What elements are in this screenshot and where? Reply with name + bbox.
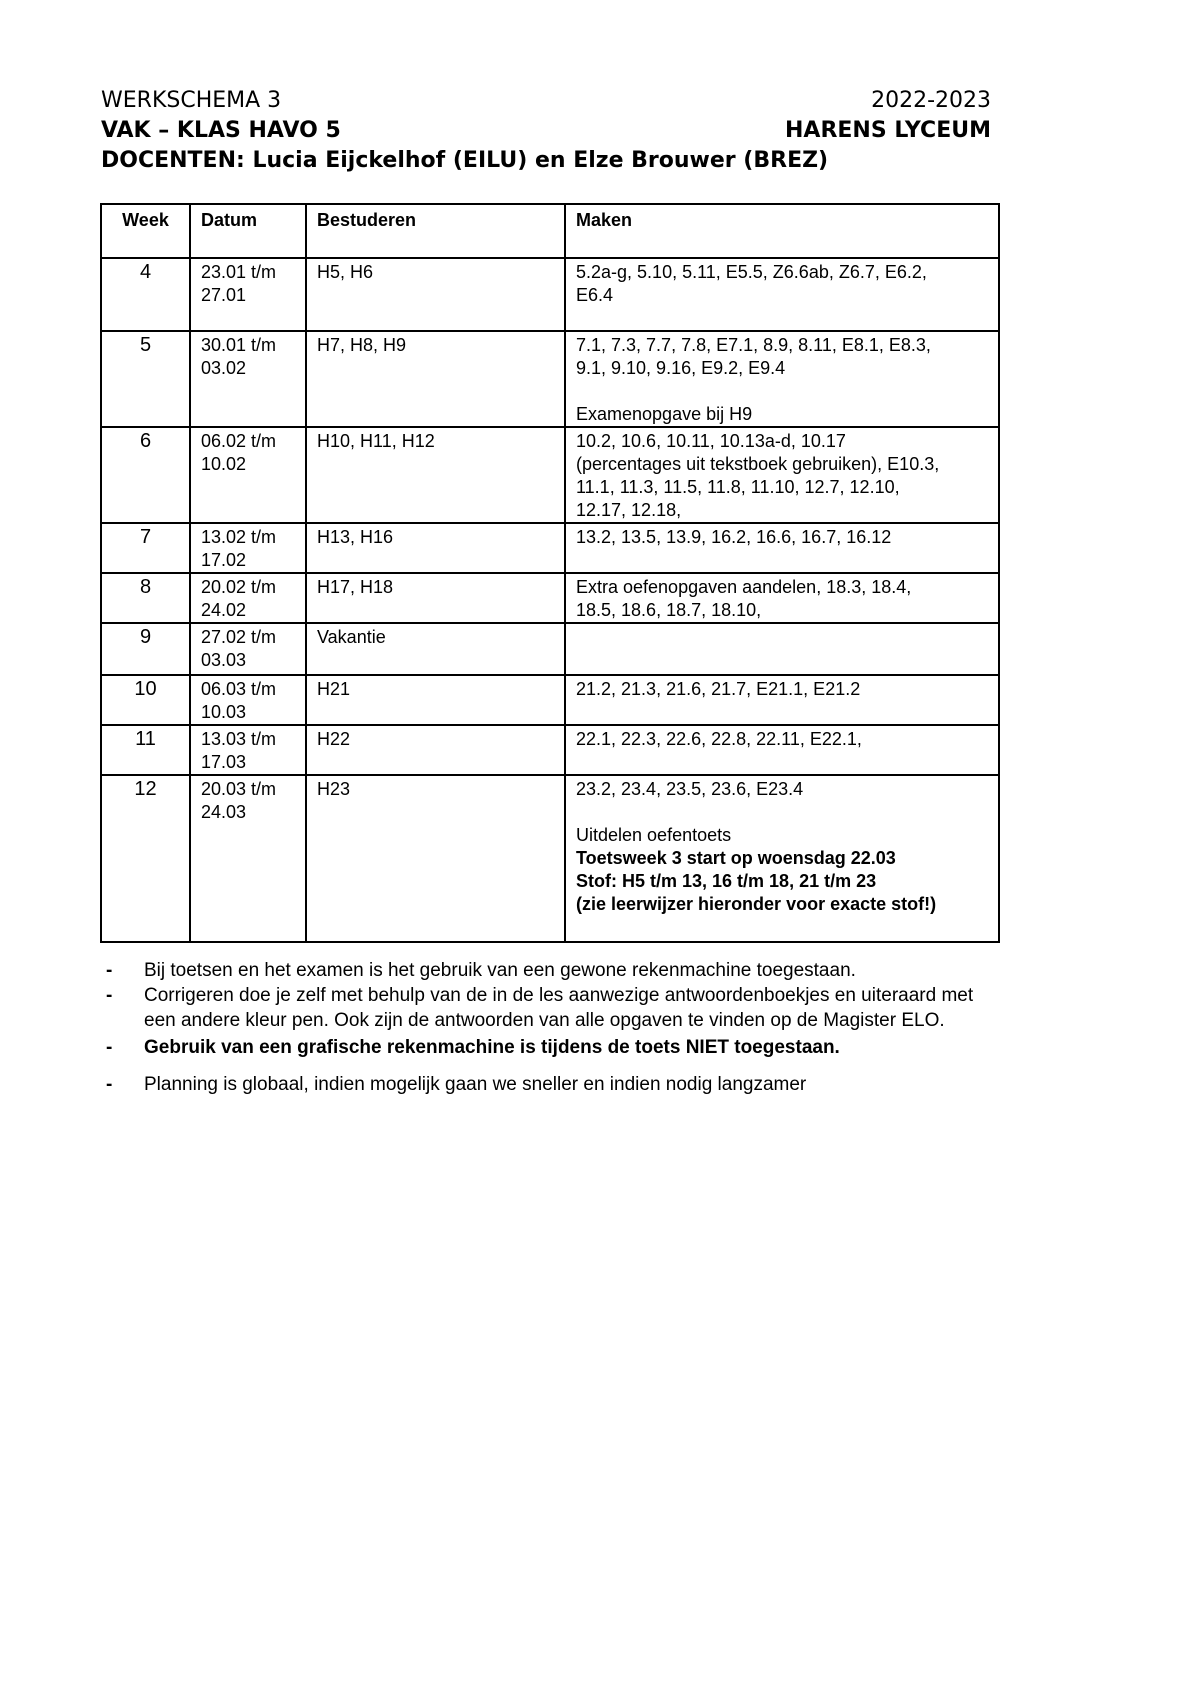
assignment-line: Examenopgave bij H9: [576, 404, 753, 424]
assignment-line: 21.2, 21.3, 21.6, 21.7, E21.1, E21.2: [576, 679, 861, 699]
date-line: 13.02 t/m: [201, 527, 277, 547]
table-header-row: [101, 204, 999, 258]
assignment-line: Uitdelen oefentoets: [576, 825, 732, 845]
week-cell: 7: [101, 523, 190, 573]
table-row: [101, 331, 999, 427]
assignment-line: [576, 380, 988, 403]
assignments-cell: [565, 725, 999, 775]
bullet-dash: -: [106, 1074, 113, 1095]
note-item: [100, 958, 1000, 983]
assignment-line: 12.17, 12.18,: [576, 500, 682, 520]
assignment-line: E6.4: [576, 285, 614, 305]
assignment-line: [576, 801, 988, 824]
date-line: 24.02: [201, 600, 247, 620]
study-cell: Vakantie: [306, 623, 565, 675]
week-cell: 6: [101, 427, 190, 523]
study-cell: H17, H18: [306, 573, 565, 623]
date-cell: [190, 775, 306, 942]
study-cell: H7, H8, H9: [306, 331, 565, 427]
date-line: 20.02 t/m: [201, 577, 277, 597]
note-item: [100, 983, 1000, 1033]
assignment-line: 18.5, 18.6, 18.7, 18.10,: [576, 600, 762, 620]
assignments-cell: [565, 427, 999, 523]
assignment-line: 9.1, 9.10, 9.16, E9.2, E9.4: [576, 358, 786, 378]
date-cell: [190, 331, 306, 427]
date-line: 23.01 t/m: [201, 262, 277, 282]
study-cell: H21: [306, 675, 565, 725]
date-line: 27.01: [201, 285, 247, 305]
teachers-line: DOCENTEN: Lucia Eijckelhof (EILU) en Elze Brouwer (BREZ): [101, 148, 829, 173]
assignment-line: (zie leerwijzer hieronder voor exacte stof!): [576, 894, 937, 914]
subject-class: VAK – KLAS HAVO 5: [101, 118, 341, 143]
assignment-line: (percentages uit tekstboek gebruiken), E10.3,: [576, 454, 940, 474]
note-text: Gebruik van een grafische rekenmachine is tijdens de toets NIET toegestaan.: [144, 1037, 840, 1058]
assignment-line: 13.2, 13.5, 13.9, 16.2, 16.6, 16.7, 16.12: [576, 527, 892, 547]
study-cell: H5, H6: [306, 258, 565, 331]
date-cell: [190, 725, 306, 775]
assignment-line: 23.2, 23.4, 23.5, 23.6, E23.4: [576, 779, 804, 799]
column-header-bestuderen: Bestuderen: [306, 204, 565, 258]
date-line: 06.03 t/m: [201, 679, 277, 699]
assignment-line: Extra oefenopgaven aandelen, 18.3, 18.4,: [576, 577, 912, 597]
table-row: [101, 573, 999, 623]
date-cell: [190, 523, 306, 573]
date-line: 10.03: [201, 702, 247, 722]
week-cell: 10: [101, 675, 190, 725]
date-line: 17.02: [201, 550, 247, 570]
assignment-line: 10.2, 10.6, 10.11, 10.13a-d, 10.17: [576, 431, 846, 451]
column-header-maken: Maken: [565, 204, 999, 258]
header-line-2: [101, 118, 991, 143]
assignments-cell: [565, 623, 999, 675]
assignments-cell: [565, 775, 999, 942]
schedule-title: WERKSCHEMA 3: [101, 88, 282, 113]
notes-list: [100, 958, 1000, 1097]
date-line: 24.03: [201, 802, 247, 822]
note-item: [100, 1035, 1000, 1060]
column-header-datum: Datum: [190, 204, 306, 258]
week-cell: 9: [101, 623, 190, 675]
date-cell: [190, 623, 306, 675]
header-line-1: [101, 88, 991, 113]
assignments-cell: [565, 573, 999, 623]
bullet-dash: -: [106, 1037, 113, 1058]
date-cell: [190, 427, 306, 523]
week-cell: 4: [101, 258, 190, 331]
assignment-line: 22.1, 22.3, 22.6, 22.8, 22.11, E22.1,: [576, 729, 862, 749]
school-year: 2022-2023: [871, 88, 991, 113]
assignment-line: Toetsweek 3 start op woensdag 22.03: [576, 848, 896, 868]
assignment-line: 5.2a-g, 5.10, 5.11, E5.5, Z6.6ab, Z6.7, E6.2,: [576, 262, 927, 282]
date-line: 03.03: [201, 650, 247, 670]
date-line: 17.03: [201, 752, 247, 772]
date-cell: [190, 675, 306, 725]
week-cell: 5: [101, 331, 190, 427]
table-row: [101, 427, 999, 523]
study-cell: H23: [306, 775, 565, 942]
date-line: 30.01 t/m: [201, 335, 277, 355]
assignments-cell: [565, 675, 999, 725]
table-row: [101, 675, 999, 725]
date-line: 27.02 t/m: [201, 627, 277, 647]
assignment-line: Stof: H5 t/m 13, 16 t/m 18, 21 t/m 23: [576, 871, 877, 891]
week-cell: 11: [101, 725, 190, 775]
bullet-dash: -: [106, 960, 113, 981]
table-row: [101, 725, 999, 775]
column-header-week: Week: [101, 204, 190, 258]
note-text: Bij toetsen en het examen is het gebruik van een gewone rekenmachine toegestaan.: [144, 960, 856, 981]
study-cell: H22: [306, 725, 565, 775]
date-cell: [190, 573, 306, 623]
assignment-line: 7.1, 7.3, 7.7, 7.8, E7.1, 8.9, 8.11, E8.1, E8.3,: [576, 335, 931, 355]
school-name: HARENS LYCEUM: [785, 118, 991, 143]
note-text: Planning is globaal, indien mogelijk gaan we sneller en indien nodig langzamer: [144, 1074, 807, 1095]
date-line: 13.03 t/m: [201, 729, 277, 749]
assignment-line: 11.1, 11.3, 11.5, 11.8, 11.10, 12.7, 12.10,: [576, 477, 900, 497]
assignments-cell: [565, 523, 999, 573]
date-line: 03.02: [201, 358, 247, 378]
date-line: 20.03 t/m: [201, 779, 277, 799]
study-cell: H13, H16: [306, 523, 565, 573]
note-text: Corrigeren doe je zelf met behulp van de in de les aanwezige antwoordenboekjes en uiteraard met een andere kleur pen. Ook zijn de antwoorden van alle opgaven te vinden op de Magister ELO.: [144, 985, 974, 1031]
table-row: [101, 258, 999, 331]
week-cell: 8: [101, 573, 190, 623]
date-cell: [190, 258, 306, 331]
note-item: [100, 1072, 1000, 1097]
date-line: 06.02 t/m: [201, 431, 277, 451]
table-row: [101, 623, 999, 675]
assignments-cell: [565, 258, 999, 331]
table-row: [101, 523, 999, 573]
table-row: [101, 775, 999, 942]
study-cell: H10, H11, H12: [306, 427, 565, 523]
date-line: 10.02: [201, 454, 247, 474]
schedule-table: [100, 203, 1000, 943]
assignments-cell: [565, 331, 999, 427]
week-cell: 12: [101, 775, 190, 942]
bullet-dash: -: [106, 985, 113, 1006]
